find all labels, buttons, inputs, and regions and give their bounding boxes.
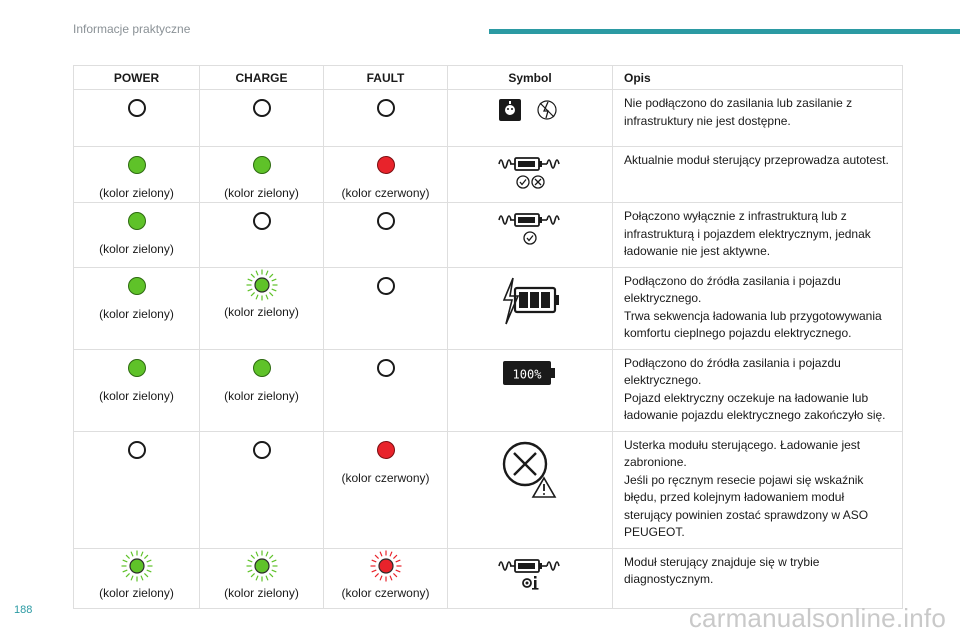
no-power-icon <box>495 98 565 124</box>
charge-cell <box>200 147 324 203</box>
charge-color-label: (kolor zielony) <box>224 304 299 319</box>
charge-cell <box>200 267 324 349</box>
power-cell <box>74 90 200 147</box>
description-cell <box>613 90 903 147</box>
description-text: Pojazd elektryczny oczekuje na ładowanie lub ładowanie pojazdu elektrycznego zakończyło się. <box>624 390 886 422</box>
charge-cell <box>200 548 324 608</box>
symbol-cell <box>448 431 613 548</box>
column-header-description: Opis <box>613 66 903 90</box>
power-color-label: (kolor zielony) <box>99 388 174 403</box>
charge-color-label: (kolor zielony) <box>224 585 299 600</box>
description-text: Trwa sekwencja ładowania lub przygotowywania komfortu cieplnego pojazdu elektrycznego. <box>624 308 882 340</box>
fault-color-label: (kolor czerwony) <box>341 585 430 600</box>
description-text: Jeśli po ręcznym resecie pojawi się wskaźnik błędu, przed kolejnym ładowaniem moduł sterujący powinien zostać sprawdzony w ASO PEUGEOT. <box>624 472 869 539</box>
power-led-on-icon <box>128 359 146 377</box>
fault-led-on-icon <box>377 441 395 459</box>
fault-led-off-icon <box>377 277 395 295</box>
fault-blinking-led-icon <box>369 549 403 583</box>
power-led-off-icon <box>128 99 146 117</box>
description-text: Moduł sterujący znajduje się w trybie diagnostycznym. <box>624 554 820 586</box>
column-header-charge: CHARGE <box>200 66 324 90</box>
symbol-cell <box>448 349 613 431</box>
fault-led-off-icon <box>377 359 395 377</box>
fault-led-on-icon <box>377 156 395 174</box>
power-color-label: (kolor zielony) <box>99 242 174 256</box>
power-led-off-icon <box>128 441 146 459</box>
table-row <box>74 431 903 548</box>
description-cell <box>613 349 903 431</box>
power-blinking-led-icon <box>120 549 154 583</box>
power-cell <box>74 349 200 431</box>
symbol-cell <box>448 147 613 203</box>
table-row <box>74 90 903 147</box>
description-cell <box>613 147 903 203</box>
symbol-cell <box>448 548 613 608</box>
power-led-on-icon <box>128 212 146 230</box>
charge-color-label: (kolor zielony) <box>224 388 299 403</box>
charge-cell <box>200 349 324 431</box>
charge-blinking-led-icon <box>245 268 279 302</box>
connected-idle-icon <box>495 211 565 245</box>
symbol-cell <box>448 90 613 147</box>
fault-cell <box>324 431 448 548</box>
charge-led-off-icon <box>253 212 271 230</box>
symbol-cell <box>448 203 613 268</box>
fault-cell <box>324 203 448 268</box>
fault-warning-icon <box>495 440 565 500</box>
column-header-fault: FAULT <box>324 66 448 90</box>
description-text: Połączono wyłącznie z infrastrukturą lub z infrastrukturą i pojazdem elektrycznym, jednak ładowanie nie jest aktywne. <box>624 209 871 258</box>
power-led-on-icon <box>128 156 146 174</box>
page-number: 188 <box>14 604 33 616</box>
section-title: Informacje praktyczne <box>73 22 191 36</box>
fault-cell <box>324 90 448 147</box>
table-header-row <box>74 66 903 90</box>
description-text: Podłączono do źródła zasilania i pojazdu elektrycznego. <box>624 273 841 305</box>
self-test-icon <box>495 155 565 189</box>
fault-cell <box>324 548 448 608</box>
power-color-label: (kolor zielony) <box>99 186 174 200</box>
description-text: Nie podłączono do zasilania lub zasilanie z infrastruktury nie jest dostępne. <box>624 96 853 128</box>
table-row <box>74 147 903 203</box>
charge-led-on-icon <box>253 359 271 377</box>
power-cell <box>74 267 200 349</box>
diagnostic-icon <box>495 557 565 591</box>
description-text: Usterka modułu sterującego. Ładowanie jest zabronione. <box>624 437 861 469</box>
watermark: carmanualsonline.info <box>688 603 946 633</box>
description-cell <box>613 548 903 608</box>
description-cell <box>613 267 903 349</box>
led-status-table <box>73 65 903 609</box>
battery-percent-text: 100% <box>512 367 542 381</box>
power-color-label: (kolor zielony) <box>99 585 174 600</box>
fault-color-label: (kolor czerwony) <box>341 470 430 485</box>
power-cell <box>74 147 200 203</box>
symbol-cell <box>448 267 613 349</box>
fault-cell <box>324 349 448 431</box>
charge-led-on-icon <box>253 156 271 174</box>
table-row <box>74 203 903 268</box>
fault-color-label: (kolor czerwony) <box>341 186 430 200</box>
column-header-symbol: Symbol <box>448 66 613 90</box>
description-cell <box>613 431 903 548</box>
table-row <box>74 548 903 608</box>
battery-full-icon <box>495 358 565 388</box>
table-row <box>74 349 903 431</box>
table-row <box>74 267 903 349</box>
fault-led-off-icon <box>377 212 395 230</box>
charge-blinking-led-icon <box>245 549 279 583</box>
charge-color-label: (kolor zielony) <box>224 186 299 200</box>
power-cell <box>74 203 200 268</box>
power-color-label: (kolor zielony) <box>99 306 174 321</box>
description-cell <box>613 203 903 268</box>
power-cell <box>74 431 200 548</box>
header-accent-bar <box>489 29 960 34</box>
charge-cell <box>200 90 324 147</box>
description-text: Podłączono do źródła zasilania i pojazdu elektrycznego. <box>624 355 841 387</box>
fault-cell <box>324 147 448 203</box>
fault-cell <box>324 267 448 349</box>
charge-cell <box>200 203 324 268</box>
charge-led-off-icon <box>253 99 271 117</box>
power-cell <box>74 548 200 608</box>
column-header-power: POWER <box>74 66 200 90</box>
charge-led-off-icon <box>253 441 271 459</box>
fault-led-off-icon <box>377 99 395 117</box>
charge-cell <box>200 431 324 548</box>
charging-battery-icon <box>495 276 565 326</box>
description-text: Aktualnie moduł sterujący przeprowadza autotest. <box>624 153 889 167</box>
power-led-on-icon <box>128 277 146 295</box>
